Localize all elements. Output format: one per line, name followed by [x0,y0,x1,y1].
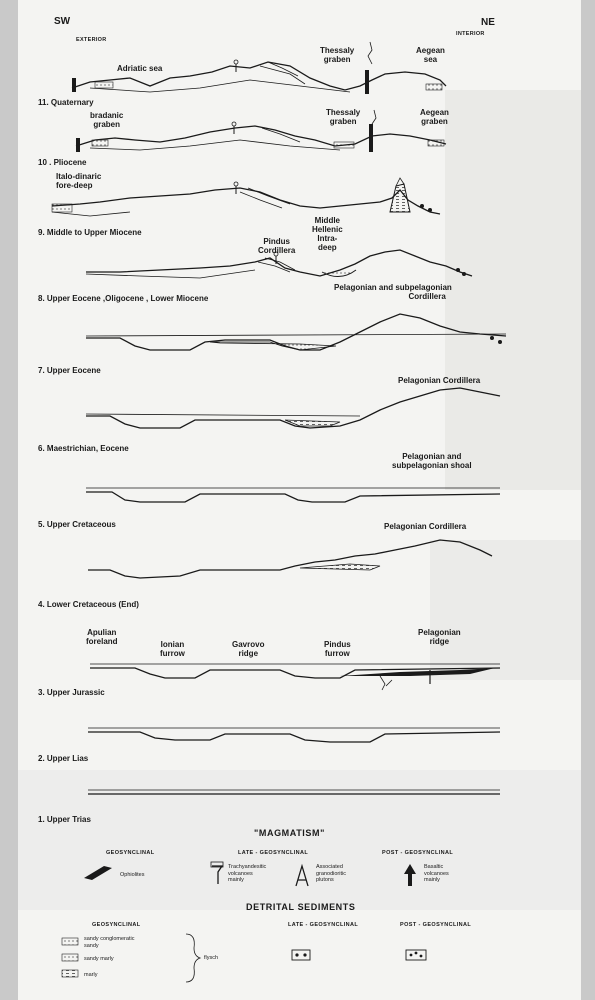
stage-2-label: 2. Upper Lias [38,754,89,763]
detrital-geo-head: GEOSYNCLINAL [92,922,141,928]
label-bradanic-graben: bradanic graben [90,111,124,129]
sandy-conglomeratic-swatch [62,938,78,945]
magmatism-geo-head: GEOSYNCLINAL [106,850,155,856]
stage-5-label: 5. Upper Cretaceous [38,520,116,529]
flysch-label: flysch [204,955,219,961]
stage-10-label: 10 . Pliocene [38,158,87,167]
label-pindus-cordillera: Pindus Cordillera [258,237,296,255]
detrital-post-head: POST - GEOSYNCLINAL [400,922,472,928]
stage-6-label: 6. Maestrichian, Eocene [38,444,129,453]
label-apulian-foreland: Apulian foreland [86,628,118,646]
exterior-label: EXTERIOR [76,37,107,43]
label-middle-hellenic: Middle Hellenic Intra- deep [312,216,343,252]
stage-1-label: 1. Upper Trias [38,815,91,824]
trachyandesitic-symbol [212,866,222,884]
basaltic-symbol [404,864,416,886]
sw-label: SW [54,16,71,27]
marly-label: marly [84,972,98,978]
trachyandesitic-label: Trachyandesitic volcanoes mainly [228,864,267,883]
label-gavrovo-ridge: Gavrovo ridge [232,640,265,658]
label-pelagonian-cordillera-7: Pelagonian Cordillera [398,376,481,385]
label-pelagonian-shoal: Pelagonian and subpelagonian shoal [392,452,472,470]
label-ionian-furrow: Ionian furrow [160,640,185,658]
interior-label: INTERIOR [456,31,485,37]
label-italo-dinaric: Italo-dinaric fore-deep [56,172,102,190]
label-aegean-sea: Aegean sea [416,46,445,64]
granodioritic-symbol [296,866,308,886]
ophiolites-symbol [84,866,112,880]
stage-8-label: 8. Upper Eocene ,Oligocene , Lower Miocene [38,294,209,303]
sandy-marly-swatch [62,954,78,961]
label-adriatic-sea: Adriatic sea [117,64,163,73]
stage-4-label: 4. Lower Cretaceous (End) [38,600,139,609]
label-aegean-graben: Aegean graben [420,108,449,126]
marly-swatch [62,970,78,977]
label-pindus-furrow: Pindus furrow [324,640,351,658]
label-pelagonian-ridge: Pelagonian ridge [418,628,461,646]
flysch-brace [186,934,200,982]
stage-3-label: 3. Upper Jurassic [38,688,105,697]
detrital-title: DETRITAL SEDIMENTS [246,902,356,912]
magmatism-late-head: LATE - GEOSYNCLINAL [238,850,309,856]
post-geo-sediment-swatch [406,950,426,960]
granodioritic-label: Associated granodioritic plutons [316,864,346,883]
sandy-marly-label: sandy marly [84,956,114,962]
detrital-late-head: LATE - GEOSYNCLINAL [288,922,359,928]
sandy-conglomeratic-label: sandy conglomeratic sandy [84,936,135,949]
stage-9-label: 9. Middle to Upper Miocene [38,228,142,237]
late-geo-sediment-swatch [292,950,310,960]
magmatism-post-head: POST - GEOSYNCLINAL [382,850,454,856]
ne-label: NE [481,17,495,28]
label-pelagonian-subpelagonian-cordillera: Pelagonian and subpelagonian Cordillera [334,283,452,301]
label-thessaly-graben-2: Thessaly graben [326,108,361,126]
stage-11-label: 11. Quaternary [38,98,94,107]
stage-7-label: 7. Upper Eocene [38,366,101,375]
basaltic-label: Basaltic volcanoes mainly [424,864,449,883]
label-thessaly-graben-1: Thessaly graben [320,46,355,64]
label-pelagonian-cordillera-5: Pelagonian Cordillera [384,522,467,531]
magmatism-title: "MAGMATISM" [254,828,325,838]
ophiolites-label: Ophiolites [120,872,145,878]
